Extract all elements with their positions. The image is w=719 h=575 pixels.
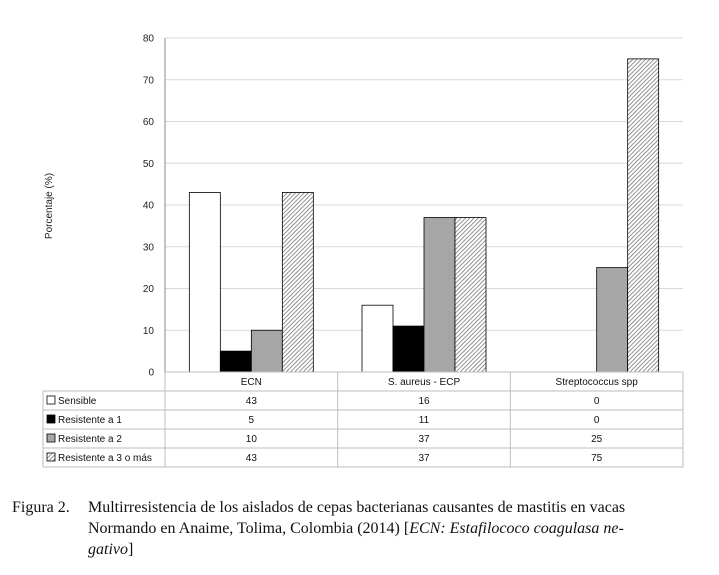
caption-line-3-end: ] [128,541,134,558]
legend-label: Resistente a 1 [58,415,122,426]
data-cell: 10 [245,434,257,445]
y-tick-label: 60 [142,117,154,128]
data-cell: 25 [591,434,603,445]
data-cell: 43 [245,453,257,464]
legend-label: Sensible [58,396,97,407]
legend-key [47,434,55,442]
bars [189,59,658,372]
caption-label: Figura 2. [12,499,70,516]
bar [220,351,251,372]
y-tick-label: 70 [142,75,154,87]
caption-line-1: Multirresistencia de los aislados de cepas bacterianas causantes de mastitis en vacas [88,499,626,516]
y-tick-label: 0 [148,367,154,379]
bar [455,218,486,372]
y-tick-label: 20 [142,284,154,295]
x-tick-label: ECN [240,377,262,388]
data-table [43,372,683,467]
y-tick-label: 30 [142,242,154,254]
caption-line-2-italic: ECN: Estafilococo coagulasa ne- [409,520,624,537]
bar [628,59,659,372]
y-tick-label: 40 [142,200,154,212]
data-cell: 5 [248,415,255,426]
legend-key [47,453,55,461]
data-cell: 37 [418,453,430,464]
data-cell: 11 [418,415,430,426]
x-tick-label: Streptococcus spp [555,377,638,388]
data-cell: 43 [245,396,257,407]
data-cell: 75 [591,453,603,464]
data-cell: 0 [593,415,600,426]
y-tick-label: 50 [142,158,154,170]
legend-label: Resistente a 3 o más [58,453,152,464]
y-tick-label: 80 [142,33,154,45]
caption-line-2: Normando en Anaime, Tolima, Colombia (2014) [ [88,520,410,537]
y-tick-label: 10 [142,325,154,337]
bar [251,330,282,372]
legend-label: Resistente a 2 [58,434,122,445]
bar [393,326,424,372]
legend-key [47,396,55,404]
legend-key [47,415,55,423]
bar [189,192,220,372]
bar [424,218,455,372]
y-axis-label: Porcentaje (%) [44,172,55,240]
bar [362,305,393,372]
bar [597,268,628,372]
x-tick-label: S. aureus - ECP [387,377,461,388]
figure-caption [12,497,712,560]
caption-line-3-italic: gativo [88,541,128,558]
axes [143,34,165,379]
data-cell: 16 [418,396,430,407]
data-cell: 0 [593,396,600,407]
data-cell: 37 [418,434,430,445]
bar [282,192,313,372]
